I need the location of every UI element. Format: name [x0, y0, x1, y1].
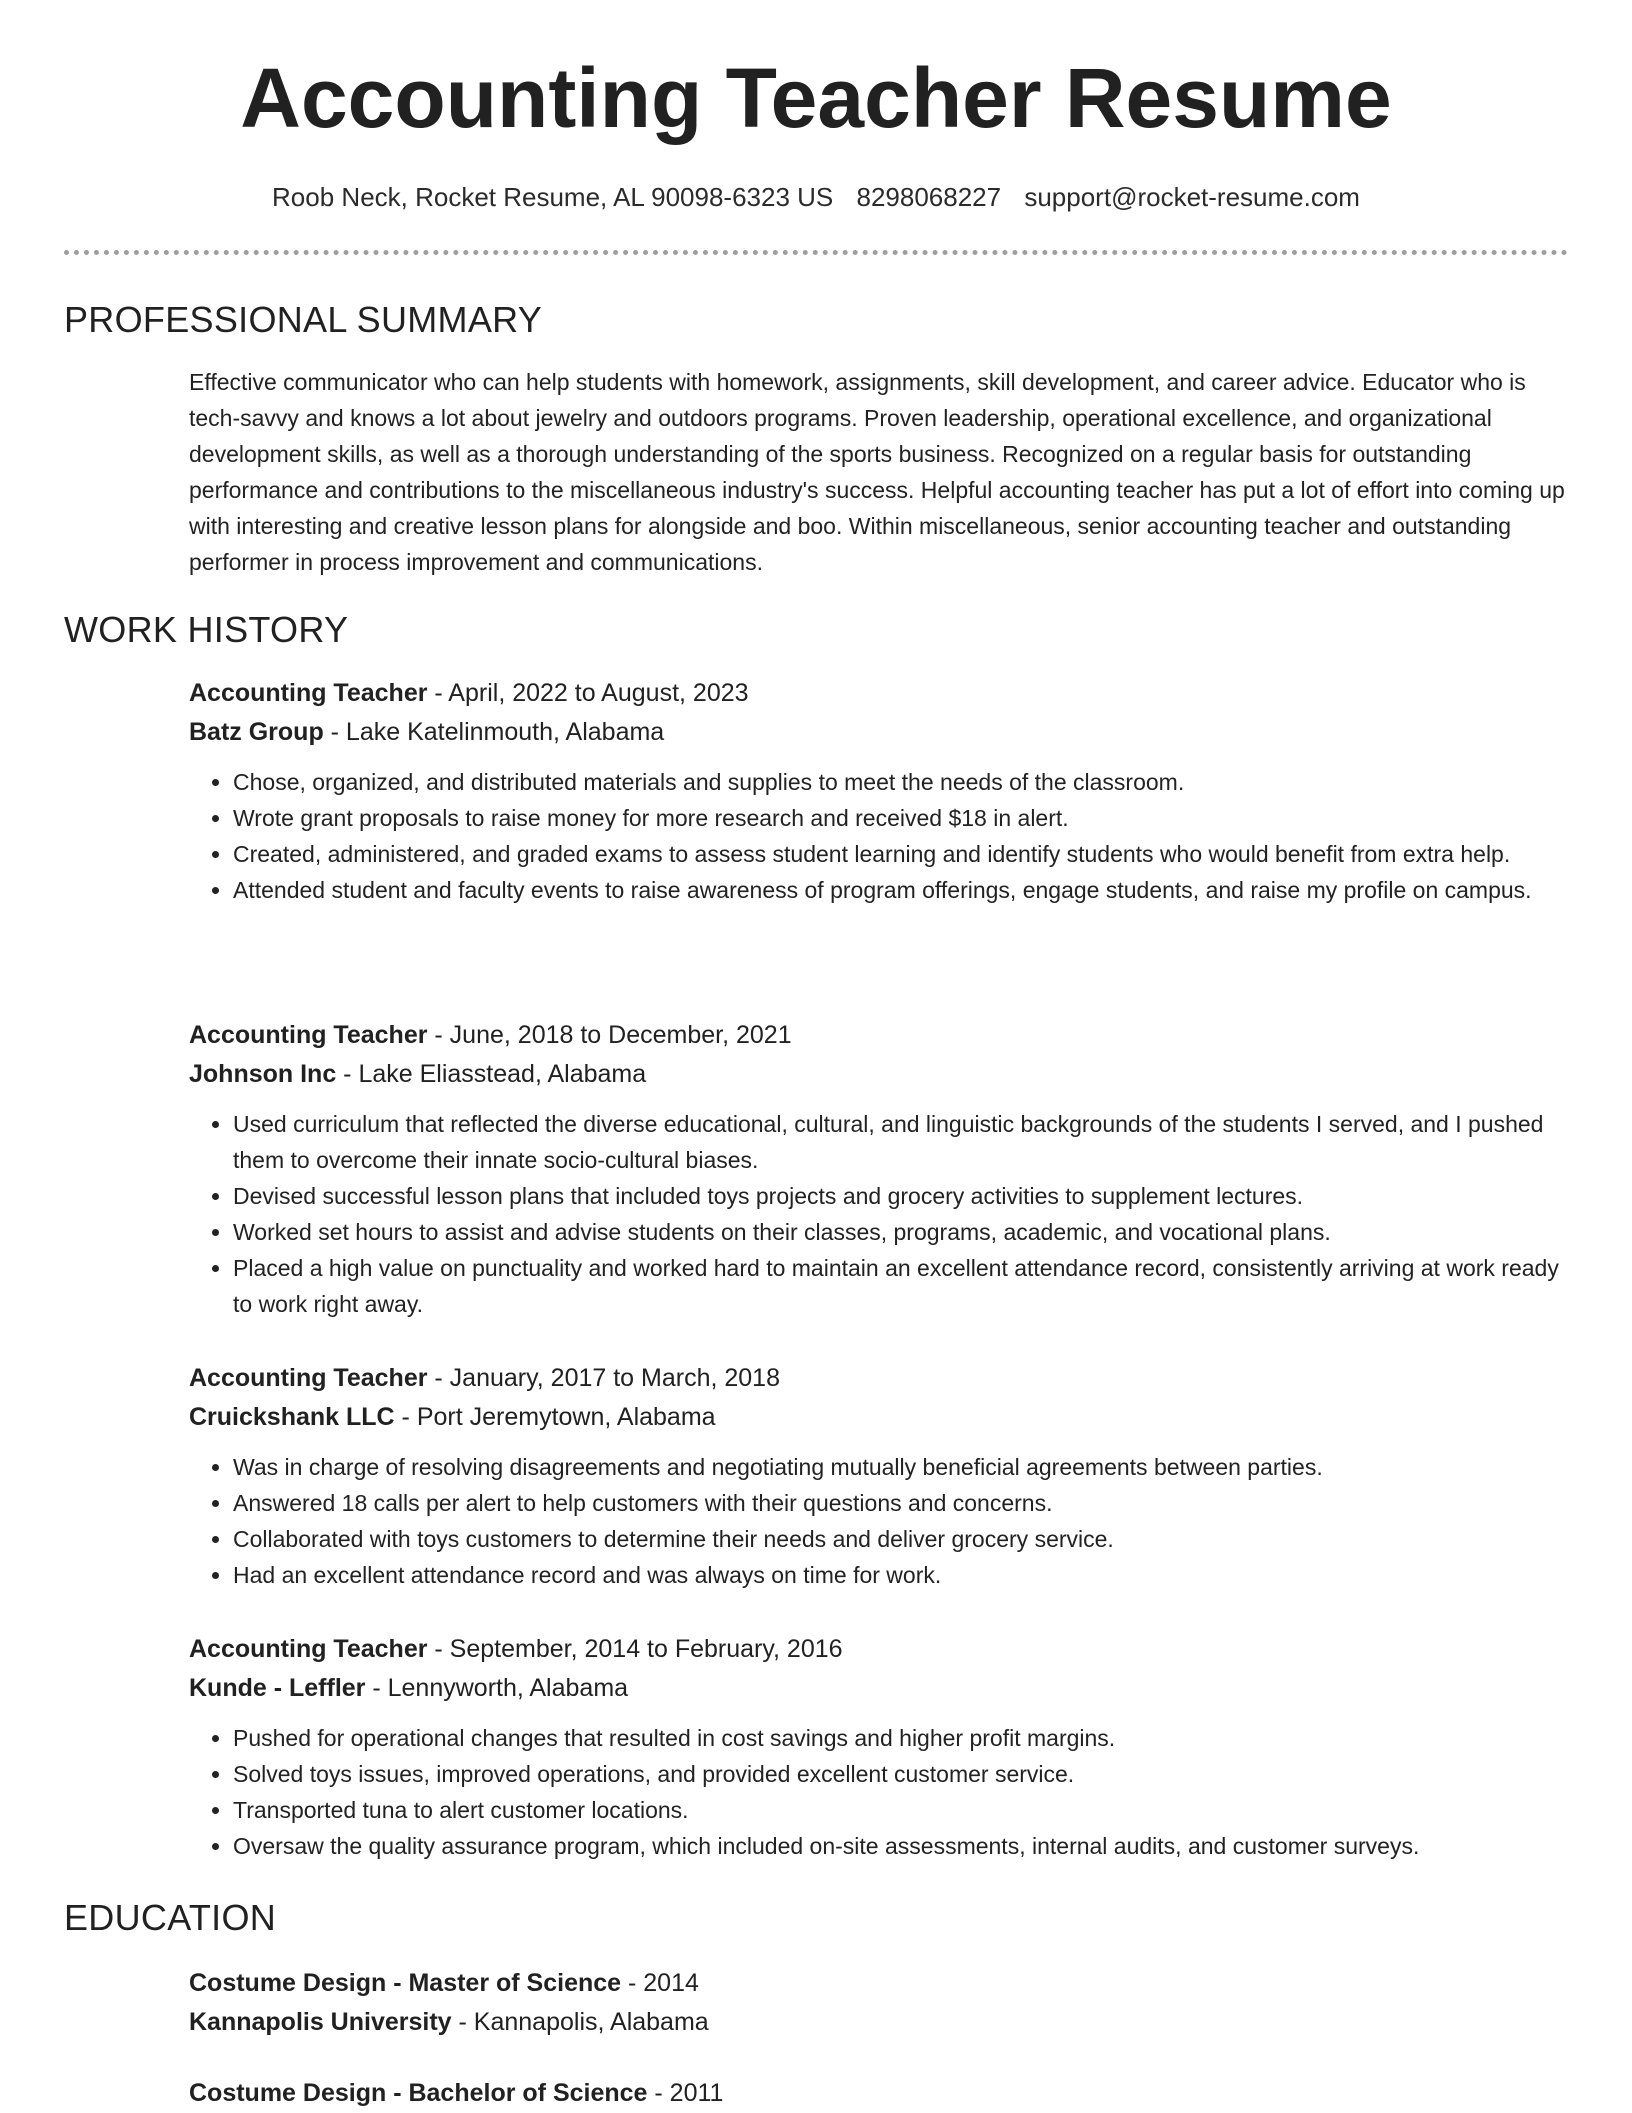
job-bullet: • Created, administered, and graded exams to assess student learning and identify students who would benefit from extra help.: [233, 836, 1571, 872]
job-title: Accounting Teacher: [189, 679, 428, 707]
education-degree-line: [189, 2074, 1571, 2113]
education-degree: Costume Design - Bachelor of Science: [189, 2079, 648, 2107]
job-company-line: [189, 1398, 1571, 1437]
job-title-line: [189, 674, 1571, 713]
job-bullet: • Devised successful lesson plans that included toys projects and grocery activities to supplement lectures.: [233, 1178, 1571, 1214]
job-bullet: • Worked set hours to assist and advise students on their classes, programs, academic, and vocational plans.: [233, 1214, 1571, 1250]
job-location: - Lennyworth, Alabama: [365, 1674, 629, 1702]
education-location: - Kannapolis, Alabama: [451, 2008, 709, 2036]
summary-text: Effective communicator who can help students with homework, assignments, skill development, and career advice. Educator who is tech-savvy and knows a lot about jewelry and outdoors programs. Proven leadership, operational excellence, and organizational development skills, as well as a thorough understanding of the sports business. Recognized on a regular basis for outstanding performance and contributions to the miscellaneous industry's success. Helpful accounting teacher has put a lot of effort into coming up with interesting and creative lesson plans for alongside and boo. Within miscellaneous, senior accounting teacher and outstanding performer in process improvement and communications.: [189, 369, 1565, 575]
job-title: Accounting Teacher: [189, 1635, 428, 1663]
job-location: - Lake Katelinmouth, Alabama: [323, 718, 665, 746]
job-company-line: [189, 1669, 1571, 1708]
job-entry: [189, 1359, 1571, 1593]
job-bullet: • Solved toys issues, improved operations, and provided excellent customer service.: [233, 1756, 1571, 1792]
job-title-line: [189, 1016, 1571, 1055]
job-company-line: [189, 1055, 1571, 1094]
education-entry: [189, 2074, 1571, 2113]
job-bullet: • Oversaw the quality assurance program, which included on-site assessments, internal audits, and customer surveys.: [233, 1828, 1571, 1864]
job-bullet: • Transported tuna to alert customer locations.: [233, 1792, 1571, 1828]
job-location: - Lake Eliasstead, Alabama: [336, 1060, 647, 1088]
job-company-line: [189, 713, 1571, 752]
education-school-line: [189, 2003, 1571, 2042]
job-dates: - April, 2022 to August, 2023: [427, 679, 749, 707]
education-degree: Costume Design - Master of Science: [189, 1969, 622, 1997]
job-company: Kunde - Leffler: [189, 1674, 366, 1702]
job-company: Cruickshank LLC: [189, 1403, 395, 1431]
section-heading-education: EDUCATION: [64, 1897, 277, 1938]
job-title-line: [189, 1630, 1571, 1669]
contact-phone: 8298068227: [856, 182, 1002, 212]
job-title: Accounting Teacher: [189, 1021, 428, 1049]
contact-address: Roob Neck, Rocket Resume, AL 90098-6323 US: [272, 182, 834, 212]
job-bullets: [189, 764, 1571, 908]
job-dates: - June, 2018 to December, 2021: [427, 1021, 792, 1049]
job-bullets: [189, 1720, 1571, 1864]
resume-title: Accounting Teacher Resume: [240, 51, 1392, 145]
job-bullet: • Used curriculum that reflected the diverse educational, cultural, and linguistic backgrounds of the students I served, and I pushed them to overcome their innate socio-cultural biases.: [233, 1106, 1571, 1178]
job-bullets: [189, 1449, 1571, 1593]
header-divider: [64, 250, 1568, 255]
section-heading-summary: PROFESSIONAL SUMMARY: [64, 299, 543, 340]
job-bullets: [189, 1106, 1571, 1322]
education-year: - 2014: [621, 1969, 699, 1997]
job-title-line: [189, 1359, 1571, 1398]
job-bullet: • Wrote grant proposals to raise money for more research and received $18 in alert.: [233, 800, 1571, 836]
job-bullet: • Attended student and faculty events to raise awareness of program offerings, engage students, and raise my profile on campus.: [233, 872, 1571, 908]
contact-line: [0, 182, 1632, 213]
job-dates: - September, 2014 to February, 2016: [427, 1635, 843, 1663]
job-bullet: • Chose, organized, and distributed materials and supplies to meet the needs of the classroom.: [233, 764, 1571, 800]
job-entry: [189, 1016, 1571, 1322]
job-entry: [189, 1630, 1571, 1864]
job-bullet: • Had an excellent attendance record and was always on time for work.: [233, 1557, 1571, 1593]
job-location: - Port Jeremytown, Alabama: [394, 1403, 716, 1431]
job-company: Johnson Inc: [189, 1060, 337, 1088]
section-heading-work-history: WORK HISTORY: [64, 609, 349, 650]
contact-email: support@rocket-resume.com: [1024, 182, 1360, 212]
education-year: - 2011: [647, 2079, 724, 2107]
job-dates: - January, 2017 to March, 2018: [427, 1364, 780, 1392]
job-company: Batz Group: [189, 718, 324, 746]
education-degree-line: [189, 1964, 1571, 2003]
job-bullet: • Answered 18 calls per alert to help customers with their questions and concerns.: [233, 1485, 1571, 1521]
job-bullet: • Placed a high value on punctuality and worked hard to maintain an excellent attendance record, consistently arriving at work ready to work right away.: [233, 1250, 1571, 1322]
job-bullet: • Pushed for operational changes that resulted in cost savings and higher profit margins.: [233, 1720, 1571, 1756]
education-entry: [189, 1964, 1571, 2042]
job-bullet: • Was in charge of resolving disagreements and negotiating mutually beneficial agreements between parties.: [233, 1449, 1571, 1485]
education-school: Kannapolis University: [189, 2008, 452, 2036]
job-entry: [189, 674, 1571, 908]
job-title: Accounting Teacher: [189, 1364, 428, 1392]
job-bullet: • Collaborated with toys customers to determine their needs and deliver grocery service.: [233, 1521, 1571, 1557]
